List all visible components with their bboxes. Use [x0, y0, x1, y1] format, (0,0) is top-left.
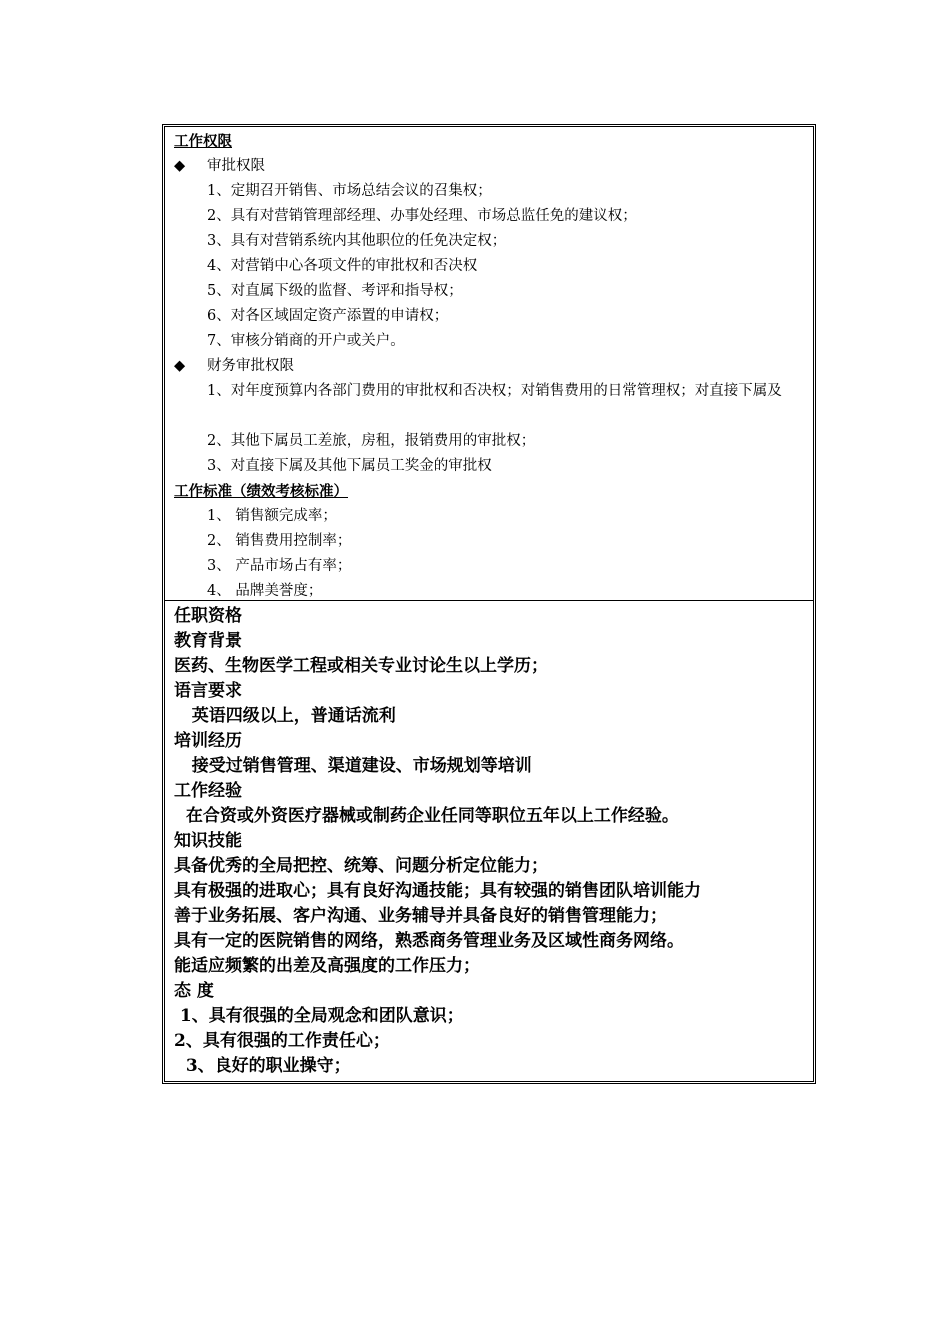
training-heading: 培训经历 — [174, 731, 242, 751]
skills-text: 能适应频繁的出差及高强度的工作压力； — [174, 956, 480, 976]
qualifications-cell — [165, 601, 813, 1081]
skills-text: 具有极强的进取心；具有良好沟通技能；具有较强的销售团队培训能力 — [174, 881, 701, 901]
approval-heading-row — [174, 154, 805, 179]
approval-heading: 审批权限 — [207, 158, 265, 174]
authority-title: 工作权限 — [174, 133, 232, 150]
language-text: 英语四级以上，普通话流利 — [174, 706, 396, 726]
list-item: 2、具有对营销管理部经理、办事处经理、市场总监任免的建议权； — [207, 208, 637, 224]
standard-item: 3、 产品市场占有率； — [207, 558, 352, 574]
skills-heading: 知识技能 — [174, 831, 242, 851]
list-item: 3、具有对营销系统内其他职位的任免决定权； — [207, 233, 507, 249]
standard-item: 1、 销售额完成率； — [207, 508, 337, 524]
skills-text: 具备优秀的全局把控、统筹、问题分析定位能力； — [174, 856, 548, 876]
education-heading: 教育背景 — [174, 631, 242, 651]
list-item: 7、审核分销商的开户或关户。 — [207, 333, 405, 349]
training-text: 接受过销售管理、渠道建设、市场规划等培训 — [174, 756, 532, 776]
list-item: 2、其他下属员工差旅，房租，报销费用的审批权； — [207, 433, 536, 449]
education-text: 医药、生物医学工程或相关专业讨论生以上学历； — [174, 656, 548, 676]
job-description-table — [162, 124, 816, 1084]
skills-text: 善于业务拓展、客户沟通、业务辅导并具备良好的销售管理能力； — [174, 906, 667, 926]
list-item: 5、对直属下级的监督、考评和指导权； — [207, 283, 463, 299]
attitude-item: 2、具有很强的工作责任心； — [174, 1031, 390, 1051]
authority-standards-cell — [165, 127, 813, 601]
list-item: 1、对年度预算内各部门费用的审批权和否决权；对销售费用的日常管理权；对直接下属及 — [207, 383, 782, 399]
diamond-bullet-icon: ◆ — [174, 158, 186, 174]
experience-heading: 工作经验 — [174, 781, 242, 801]
standard-item: 2、 销售费用控制率； — [207, 533, 352, 549]
diamond-bullet-icon: ◆ — [174, 358, 186, 374]
list-item: 3、对直接下属及其他下属员工奖金的审批权 — [207, 458, 492, 474]
experience-text: 在合资或外资医疗器械或制药企业任同等职位五年以上工作经验。 — [174, 806, 679, 826]
attitude-item: 3、良好的职业操守； — [174, 1056, 351, 1076]
finance-heading-row — [174, 354, 805, 379]
qualifications-title: 任职资格 — [174, 606, 242, 626]
list-item: 4、对营销中心各项文件的审批权和否决权 — [207, 258, 478, 274]
list-item: 6、对各区域固定资产添置的申请权； — [207, 308, 449, 324]
attitude-item: 1、具有很强的全局观念和团队意识； — [174, 1006, 464, 1026]
list-item: 1、定期召开销售、市场总结会议的召集权； — [207, 183, 492, 199]
skills-text: 具有一定的医院销售的网络，熟悉商务管理业务及区域性商务网络。 — [174, 931, 684, 951]
language-heading: 语言要求 — [174, 681, 242, 701]
standard-item: 4、 品牌美誉度； — [207, 583, 323, 599]
attitude-heading: 态 度 — [174, 981, 214, 1001]
finance-heading: 财务审批权限 — [207, 358, 294, 374]
standards-title: 工作标准（绩效考核标准） — [174, 483, 348, 500]
